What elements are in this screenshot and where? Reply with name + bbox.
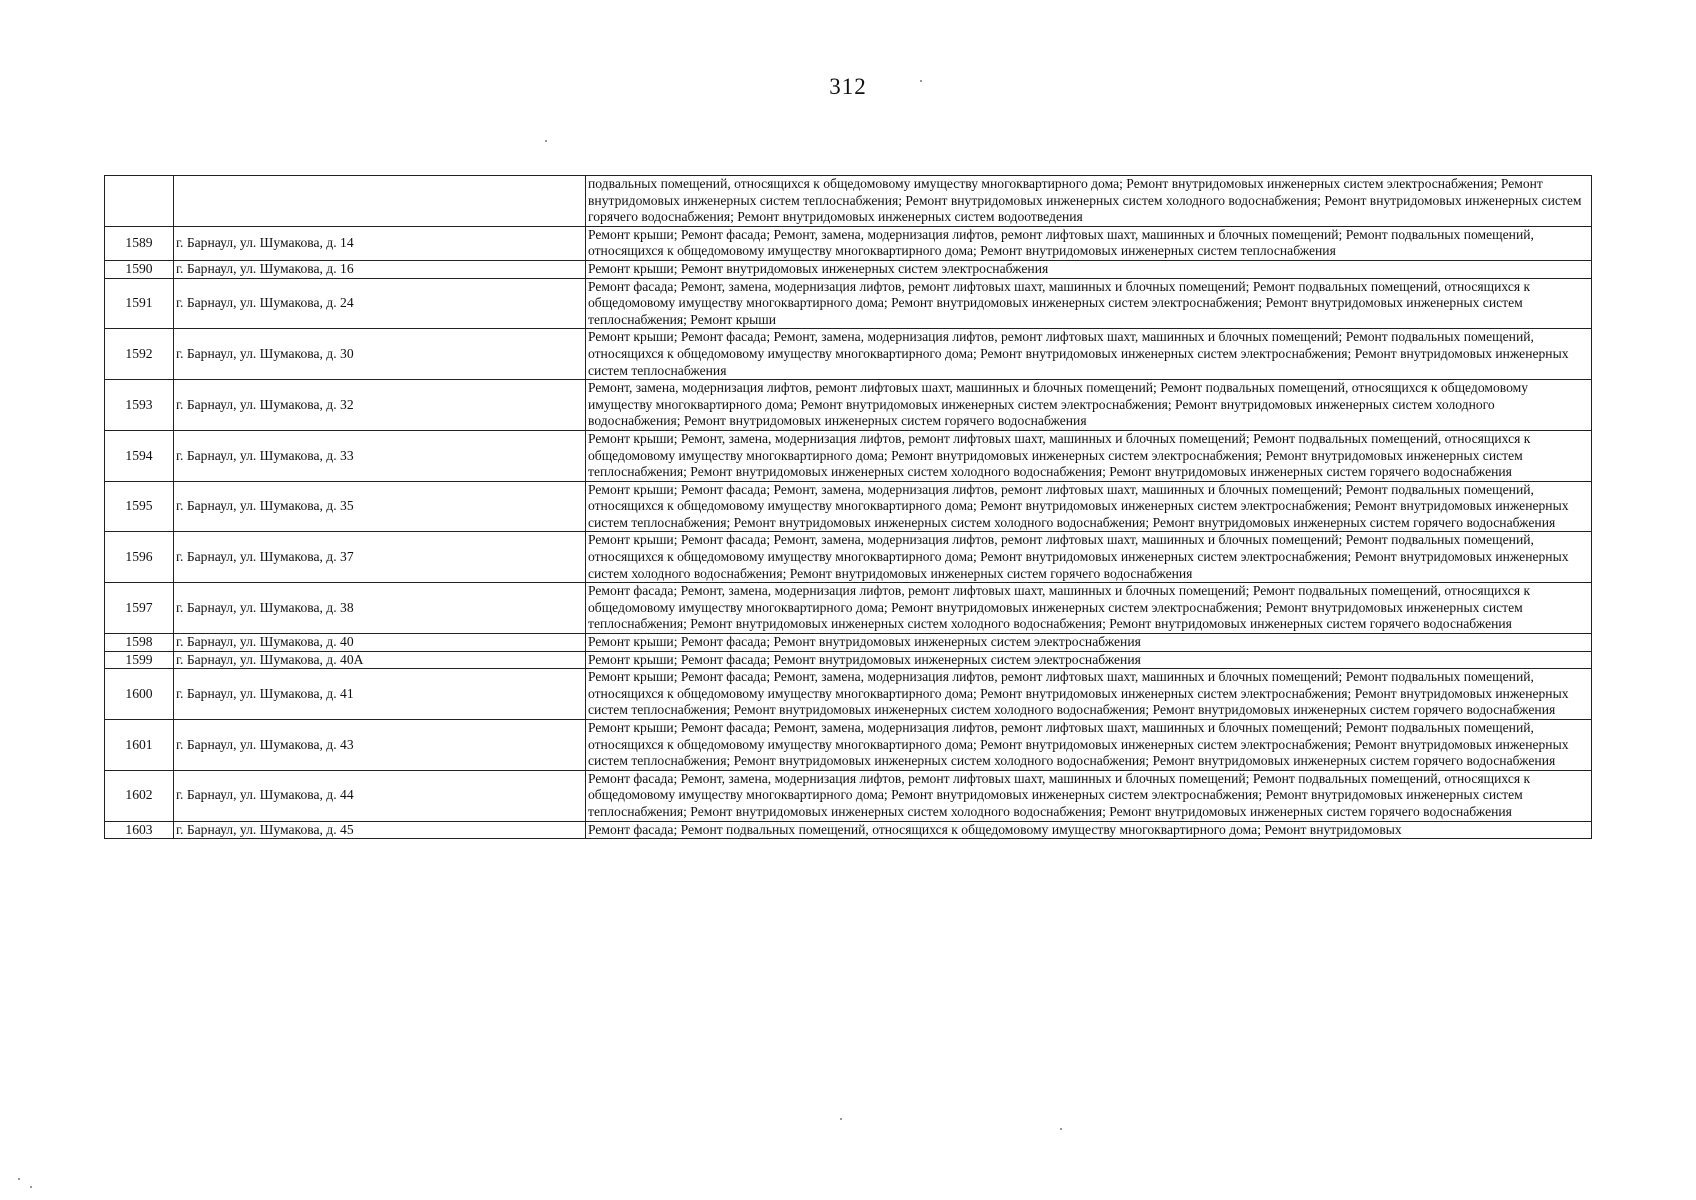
table-row [105, 260, 1592, 278]
repair-works-cell: Ремонт крыши; Ремонт фасада; Ремонт, замена, модернизация лифтов, ремонт лифтовых шахт, машинных и блочных помещений; Ремонт подвальных помещений, относящихся к общедомовому имуществу многоквартирного дома; Ремонт внутридомовых инженерных систем электроснабжения; Ремонт внутридомовых инженерных систем теплоснабжения; Ремонт внутридомовых инженерных систем холодного водоснабжения; Ремонт внутридомовых инженерных систем горячего водоснабжения [586, 669, 1592, 720]
repair-works-cell: Ремонт фасада; Ремонт, замена, модернизация лифтов, ремонт лифтовых шахт, машинных и блочных помещений; Ремонт подвальных помещений, относящихся к общедомовому имуществу многоквартирного дома; Ремонт внутридомовых инженерных систем электроснабжения; Ремонт внутридомовых инженерных систем теплоснабжения; Ремонт внутридомовых инженерных систем холодного водоснабжения; Ремонт внутридомовых инженерных систем горячего водоснабжения [586, 770, 1592, 821]
repair-works-cell: Ремонт крыши; Ремонт внутридомовых инженерных систем электроснабжения [586, 260, 1592, 278]
address-cell [174, 176, 586, 227]
repair-works-cell: Ремонт фасада; Ремонт подвальных помещений, относящихся к общедомовому имуществу многоквартирного дома; Ремонт внутридомовых [586, 821, 1592, 839]
row-number-cell: 1594 [105, 430, 174, 481]
row-number-cell: 1599 [105, 651, 174, 669]
row-number-cell: 1591 [105, 278, 174, 329]
scan-speck [18, 1178, 20, 1180]
address-cell: г. Барнаул, ул. Шумакова, д. 37 [174, 532, 586, 583]
row-number-cell: 1597 [105, 583, 174, 634]
repair-works-cell: Ремонт крыши; Ремонт фасада; Ремонт внутридомовых инженерных систем электроснабжения [586, 651, 1592, 669]
repair-works-cell: Ремонт крыши; Ремонт фасада; Ремонт, замена, модернизация лифтов, ремонт лифтовых шахт, машинных и блочных помещений; Ремонт подвальных помещений, относящихся к общедомовому имуществу многоквартирного дома; Ремонт внутридомовых инженерных систем электроснабжения; Ремонт внутридомовых инженерных систем теплоснабжения; Ремонт внутридомовых инженерных систем холодного водоснабжения; Ремонт внутридомовых инженерных систем горячего водоснабжения [586, 720, 1592, 771]
address-cell: г. Барнаул, ул. Шумакова, д. 24 [174, 278, 586, 329]
repair-works-cell: Ремонт крыши; Ремонт фасада; Ремонт, замена, модернизация лифтов, ремонт лифтовых шахт, машинных и блочных помещений; Ремонт подвальных помещений, относящихся к общедомовому имуществу многоквартирного дома; Ремонт внутридомовых инженерных систем электроснабжения; Ремонт внутридомовых инженерных систем теплоснабжения [586, 329, 1592, 380]
address-cell: г. Барнаул, ул. Шумакова, д. 16 [174, 260, 586, 278]
table-row [105, 329, 1592, 380]
address-cell: г. Барнаул, ул. Шумакова, д. 33 [174, 430, 586, 481]
table-row [105, 380, 1592, 431]
row-number-cell: 1590 [105, 260, 174, 278]
table-row [105, 481, 1592, 532]
address-cell: г. Барнаул, ул. Шумакова, д. 44 [174, 770, 586, 821]
address-cell: г. Барнаул, ул. Шумакова, д. 45 [174, 821, 586, 839]
address-cell: г. Барнаул, ул. Шумакова, д. 14 [174, 226, 586, 260]
table-row [105, 430, 1592, 481]
address-cell: г. Барнаул, ул. Шумакова, д. 41 [174, 669, 586, 720]
row-number-cell: 1600 [105, 669, 174, 720]
address-cell: г. Барнаул, ул. Шумакова, д. 35 [174, 481, 586, 532]
row-number-cell [105, 176, 174, 227]
table-row [105, 669, 1592, 720]
table-row [105, 634, 1592, 652]
address-cell: г. Барнаул, ул. Шумакова, д. 40 [174, 634, 586, 652]
repair-works-cell: Ремонт крыши; Ремонт, замена, модернизация лифтов, ремонт лифтовых шахт, машинных и блочных помещений; Ремонт подвальных помещений, относящихся к общедомовому имуществу многоквартирного дома; Ремонт внутридомовых инженерных систем электроснабжения; Ремонт внутридомовых инженерных систем теплоснабжения; Ремонт внутридомовых инженерных систем холодного водоснабжения; Ремонт внутридомовых инженерных систем горячего водоснабжения [586, 430, 1592, 481]
repair-works-cell: Ремонт фасада; Ремонт, замена, модернизация лифтов, ремонт лифтовых шахт, машинных и блочных помещений; Ремонт подвальных помещений, относящихся к общедомовому имуществу многоквартирного дома; Ремонт внутридомовых инженерных систем электроснабжения; Ремонт внутридомовых инженерных систем теплоснабжения; Ремонт крыши [586, 278, 1592, 329]
page-number: 312 [829, 74, 867, 99]
address-cell: г. Барнаул, ул. Шумакова, д. 40А [174, 651, 586, 669]
row-number-cell: 1595 [105, 481, 174, 532]
scan-speck [545, 140, 547, 142]
row-number-cell: 1593 [105, 380, 174, 431]
repair-works-cell: Ремонт крыши; Ремонт фасада; Ремонт, замена, модернизация лифтов, ремонт лифтовых шахт, машинных и блочных помещений; Ремонт подвальных помещений, относящихся к общедомовому имуществу многоквартирного дома; Ремонт внутридомовых инженерных систем теплоснабжения [586, 226, 1592, 260]
table-row [105, 532, 1592, 583]
scan-speck [1060, 1128, 1062, 1130]
row-number-cell: 1592 [105, 329, 174, 380]
row-number-cell: 1601 [105, 720, 174, 771]
address-cell: г. Барнаул, ул. Шумакова, д. 30 [174, 329, 586, 380]
repair-works-cell: Ремонт, замена, модернизация лифтов, ремонт лифтовых шахт, машинных и блочных помещений; Ремонт подвальных помещений, относящихся к общедомовому имуществу многоквартирного дома; Ремонт внутридомовых инженерных систем электроснабжения; Ремонт внутридомовых инженерных систем холодного водоснабжения; Ремонт внутридомовых инженерных систем горячего водоснабжения [586, 380, 1592, 431]
repair-registry-table [104, 175, 1592, 839]
table-row [105, 583, 1592, 634]
scan-speck [920, 80, 922, 82]
repair-works-cell: подвальных помещений, относящихся к общедомовому имуществу многоквартирного дома; Ремонт внутридомовых инженерных систем электроснабжения; Ремонт внутридомовых инженерных систем теплоснабжения; Ремонт внутридомовых инженерных систем холодного водоснабжения; Ремонт внутридомовых инженерных систем горячего водоснабжения; Ремонт внутридомовых инженерных систем водоотведения [586, 176, 1592, 227]
table-row [105, 176, 1592, 227]
table-row [105, 278, 1592, 329]
row-number-cell: 1589 [105, 226, 174, 260]
address-cell: г. Барнаул, ул. Шумакова, д. 43 [174, 720, 586, 771]
registry-body [105, 176, 1592, 839]
table-row [105, 720, 1592, 771]
row-number-cell: 1602 [105, 770, 174, 821]
scan-speck [30, 1186, 32, 1188]
repair-works-cell: Ремонт фасада; Ремонт, замена, модернизация лифтов, ремонт лифтовых шахт, машинных и блочных помещений; Ремонт подвальных помещений, относящихся к общедомовому имуществу многоквартирного дома; Ремонт внутридомовых инженерных систем электроснабжения; Ремонт внутридомовых инженерных систем теплоснабжения; Ремонт внутридомовых инженерных систем холодного водоснабжения; Ремонт внутридомовых инженерных систем горячего водоснабжения [586, 583, 1592, 634]
address-cell: г. Барнаул, ул. Шумакова, д. 32 [174, 380, 586, 431]
address-cell: г. Барнаул, ул. Шумакова, д. 38 [174, 583, 586, 634]
repair-works-cell: Ремонт крыши; Ремонт фасада; Ремонт внутридомовых инженерных систем электроснабжения [586, 634, 1592, 652]
row-number-cell: 1603 [105, 821, 174, 839]
table-row [105, 770, 1592, 821]
table-row [105, 226, 1592, 260]
table-row [105, 821, 1592, 839]
row-number-cell: 1596 [105, 532, 174, 583]
repair-works-cell: Ремонт крыши; Ремонт фасада; Ремонт, замена, модернизация лифтов, ремонт лифтовых шахт, машинных и блочных помещений; Ремонт подвальных помещений, относящихся к общедомовому имуществу многоквартирного дома; Ремонт внутридомовых инженерных систем электроснабжения; Ремонт внутридомовых инженерных систем холодного водоснабжения; Ремонт внутридомовых инженерных систем горячего водоснабжения [586, 532, 1592, 583]
row-number-cell: 1598 [105, 634, 174, 652]
repair-works-cell: Ремонт крыши; Ремонт фасада; Ремонт, замена, модернизация лифтов, ремонт лифтовых шахт, машинных и блочных помещений; Ремонт подвальных помещений, относящихся к общедомовому имуществу многоквартирного дома; Ремонт внутридомовых инженерных систем электроснабжения; Ремонт внутридомовых инженерных систем теплоснабжения; Ремонт внутридомовых инженерных систем холодного водоснабжения; Ремонт внутридомовых инженерных систем горячего водоснабжения [586, 481, 1592, 532]
scan-speck [840, 1118, 842, 1120]
table-row [105, 651, 1592, 669]
